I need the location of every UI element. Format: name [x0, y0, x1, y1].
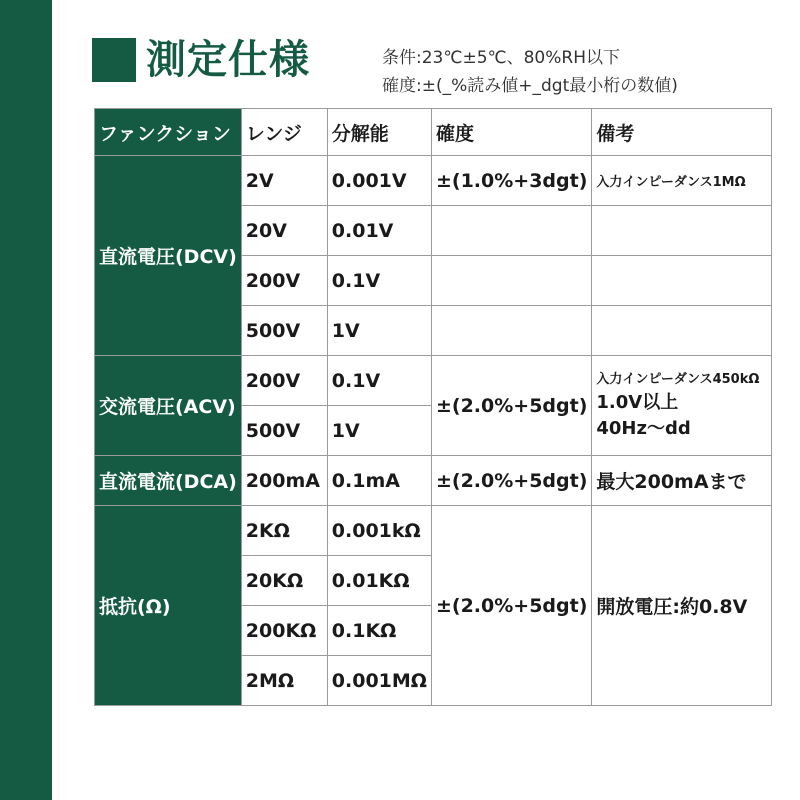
range-cell: 2MΩ	[241, 656, 327, 706]
note-cell-empty	[592, 306, 772, 356]
header-note: 備考	[592, 109, 772, 156]
resolution-cell: 0.001kΩ	[327, 506, 431, 556]
spec-table	[94, 108, 772, 706]
note-cell: 最大200mAまで	[592, 456, 772, 506]
function-acv: 交流電圧(ACV)	[95, 356, 242, 456]
function-dca: 直流電流(DCA)	[95, 456, 242, 506]
header-accuracy: 確度	[431, 109, 591, 156]
condition-line: 条件:23℃±5℃、80%RH以下	[382, 48, 620, 68]
header-resolution: 分解能	[327, 109, 431, 156]
title-marker-square	[92, 38, 136, 82]
accuracy-definition-line: 確度:±(_%読み値+_dgt最小桁の数値)	[382, 76, 678, 96]
table-row	[95, 456, 772, 506]
resolution-cell: 0.01KΩ	[327, 556, 431, 606]
function-dcv: 直流電圧(DCV)	[95, 156, 242, 356]
left-accent-band	[0, 0, 52, 800]
range-cell: 200V	[241, 356, 327, 406]
function-ohm: 抵抗(Ω)	[95, 506, 242, 706]
note-cell: 入力インピーダンス1MΩ	[592, 156, 772, 206]
range-cell: 20V	[241, 206, 327, 256]
resolution-cell: 0.1KΩ	[327, 606, 431, 656]
range-cell: 20KΩ	[241, 556, 327, 606]
header-range: レンジ	[241, 109, 327, 156]
table-row	[95, 506, 772, 556]
table-row	[95, 356, 772, 406]
accuracy-cell: ±(2.0%+5dgt)	[431, 506, 591, 706]
range-cell: 500V	[241, 306, 327, 356]
resolution-cell: 0.001MΩ	[327, 656, 431, 706]
accuracy-cell-empty	[431, 256, 591, 306]
accuracy-cell: ±(2.0%+5dgt)	[431, 456, 591, 506]
accuracy-cell-empty	[431, 306, 591, 356]
measurement-conditions	[382, 44, 678, 100]
note-cell	[592, 356, 772, 456]
range-cell: 2KΩ	[241, 506, 327, 556]
resolution-cell: 0.1V	[327, 356, 431, 406]
range-cell: 200KΩ	[241, 606, 327, 656]
note-cell-empty	[592, 256, 772, 306]
range-cell: 500V	[241, 406, 327, 456]
resolution-cell: 0.001V	[327, 156, 431, 206]
note-cell-empty	[592, 206, 772, 256]
resolution-cell: 1V	[327, 406, 431, 456]
note-cell: 開放電圧:約0.8V	[592, 506, 772, 706]
range-cell: 200mA	[241, 456, 327, 506]
resolution-cell: 0.1mA	[327, 456, 431, 506]
table-row	[95, 156, 772, 206]
accuracy-cell: ±(2.0%+5dgt)	[431, 356, 591, 456]
table-header-row	[95, 109, 772, 156]
accuracy-cell: ±(1.0%+3dgt)	[431, 156, 591, 206]
page-title: 測定仕様	[146, 37, 310, 83]
note-line: 1.0V以上	[596, 391, 679, 413]
resolution-cell: 0.1V	[327, 256, 431, 306]
note-line: 入力インピーダンス450kΩ	[596, 371, 760, 387]
note-line: 40Hz～dd	[596, 417, 691, 439]
resolution-cell: 0.01V	[327, 206, 431, 256]
accuracy-cell-empty	[431, 206, 591, 256]
header-function: ファンクション	[95, 109, 242, 156]
range-cell: 2V	[241, 156, 327, 206]
range-cell: 200V	[241, 256, 327, 306]
resolution-cell: 1V	[327, 306, 431, 356]
